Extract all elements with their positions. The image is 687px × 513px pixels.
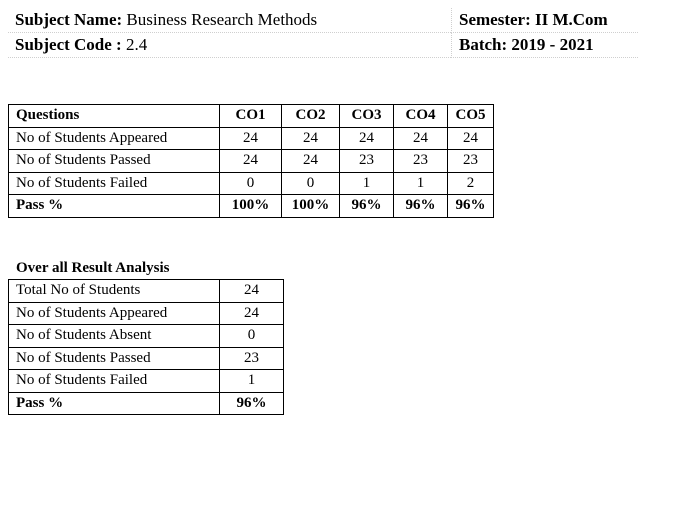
semester-line: [451, 8, 638, 33]
table-cell: 2: [448, 172, 494, 195]
table-cell: 23: [394, 150, 448, 173]
table-cell: 23: [448, 150, 494, 173]
row-label: No of Students Failed: [9, 172, 220, 195]
table-cell: 0: [220, 172, 282, 195]
table-row: [9, 127, 494, 150]
co-header-co2: CO2: [282, 105, 340, 128]
table-cell: 23: [220, 347, 284, 370]
table-cell: 23: [340, 150, 394, 173]
subject-name-label: Subject Name:: [15, 10, 123, 29]
co-header-co4: CO4: [394, 105, 448, 128]
co-header-questions: Questions: [9, 105, 220, 128]
table-row: [9, 280, 284, 303]
table-cell: 24: [282, 150, 340, 173]
table-cell: 24: [394, 127, 448, 150]
row-label: No of Students Absent: [9, 325, 220, 348]
co-header-row: [9, 105, 494, 128]
table-cell: 1: [394, 172, 448, 195]
co-header-co3: CO3: [340, 105, 394, 128]
table-row: [9, 347, 284, 370]
overall-title: Over all Result Analysis: [16, 260, 170, 276]
row-label: Pass %: [9, 392, 220, 415]
batch-value: 2019 - 2021: [511, 35, 594, 54]
row-label: Pass %: [9, 195, 220, 218]
subject-name-value: Business Research Methods: [126, 10, 318, 29]
table-row: [9, 325, 284, 348]
row-label: No of Students Appeared: [9, 127, 220, 150]
table-row: [9, 150, 494, 173]
table-cell: 1: [340, 172, 394, 195]
header-right: [451, 8, 638, 58]
table-row: [9, 172, 494, 195]
table-cell: 100%: [220, 195, 282, 218]
table-cell: 100%: [282, 195, 340, 218]
pass-percent-row: [9, 392, 284, 415]
table-cell: 96%: [394, 195, 448, 218]
row-label: No of Students Passed: [9, 347, 220, 370]
subject-code-label: Subject Code :: [15, 35, 122, 54]
table-cell: 24: [220, 302, 284, 325]
table-row: [9, 302, 284, 325]
semester-value: II M.Com: [535, 10, 608, 29]
table-cell: 0: [282, 172, 340, 195]
table-cell: 96%: [220, 392, 284, 415]
table-cell: 24: [340, 127, 394, 150]
subject-name-line: [8, 8, 451, 33]
pass-percent-row: [9, 195, 494, 218]
table-cell: 1: [220, 370, 284, 393]
row-label: Total No of Students: [9, 280, 220, 303]
row-label: No of Students Appeared: [9, 302, 220, 325]
header-left: [8, 8, 451, 58]
subject-code-line: [8, 33, 451, 58]
table-cell: 24: [282, 127, 340, 150]
batch-line: [451, 33, 638, 58]
table-row: [9, 370, 284, 393]
semester-label: Semester:: [459, 10, 531, 29]
table-cell: 0: [220, 325, 284, 348]
co-header-co5: CO5: [448, 105, 494, 128]
table-cell: 24: [220, 127, 282, 150]
row-label: No of Students Passed: [9, 150, 220, 173]
row-label: No of Students Failed: [9, 370, 220, 393]
table-cell: 24: [220, 150, 282, 173]
table-cell: 24: [220, 280, 284, 303]
co-header-co1: CO1: [220, 105, 282, 128]
table-cell: 96%: [340, 195, 394, 218]
overall-result-table: [8, 279, 284, 415]
table-cell: 96%: [448, 195, 494, 218]
table-cell: 24: [448, 127, 494, 150]
co-analysis-table: [8, 104, 494, 218]
subject-code-value: 2.4: [125, 35, 148, 54]
batch-label: Batch:: [459, 35, 508, 54]
